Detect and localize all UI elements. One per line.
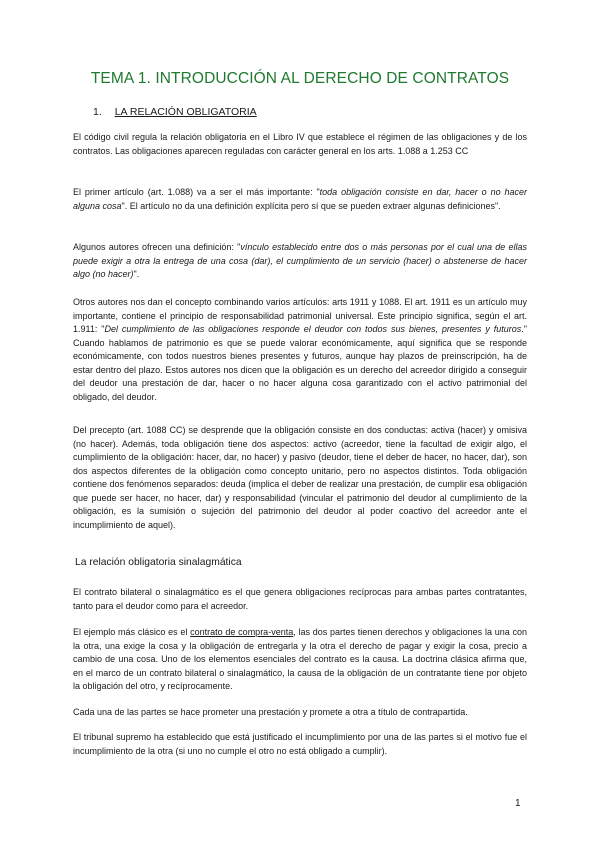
paragraph-1: El código civil regula la relación obligatoria en el Libro IV que establece el régimen de las obligaciones y de los contratos. Las obligaciones aparecen reguladas con carácter general en los arts. 1.088 a 1.253 CC [73, 132, 527, 156]
page-number: 1 [515, 798, 521, 809]
quote-text: Del cumplimiento de las obligaciones responde el deudor con todos sus bienes, presentes y futuros [104, 324, 522, 334]
quote-text: vínculo establecido entre dos o más personas por el cual una de ellas puede exigir a otra la entrega de una cosa (dar), el cumplimiento de un servicio (hacer) o abstenerse de hacer algo (no hacer) [73, 242, 527, 279]
section-heading [93, 106, 257, 118]
paragraph-9: El tribunal supremo ha establecido que está justificado el incumplimiento por una de las partes si el motivo fue el incumplimiento de la otra (si uno no cumple el otro no está obligado a cumplir). [73, 732, 527, 756]
subheading: La relación obligatoria sinalagmática [75, 557, 242, 568]
page-title: TEMA 1. INTRODUCCIÓN AL DERECHO DE CONTRATOS [90, 70, 510, 87]
paragraph-2: El primer artículo (art. 1.088) va a ser el más importante: "toda obligación consiste en dar, hacer o no hacer alguna cosa". El artículo no da una definición explícita pero sí que se pueden extraer algunas definiciones". [73, 187, 527, 211]
paragraph-3: Algunos autores ofrecen una definición: "vínculo establecido entre dos o más personas por el cual una de ellas puede exigir a otra la entrega de una cosa (dar), el cumplimiento de un servicio (hacer) o abstenerse de hacer algo (no hacer)". [73, 242, 527, 279]
paragraph-4: Otros autores nos dan el concepto combinando varios artículos: arts 1911 y 1088. El art. 1911 es un artículo muy importante, contiene el principio de responsabilidad patrimonial universal. Este principio significa, según el art. 1.911: "Del cumplimiento de las obligaciones responde el deudor con todos sus bienes, presentes y futuros." Cuando hablamos de patrimonio es que se puede valorar económicamente, aquí significa que se responde económicamente, con todos nuestros bienes presentes y futuros, aunque hay plazos de preinscripción, ha de estar dentro del plazo. Estos autores nos dicen que la obligación es un derecho del acreedor dirigido a conseguir del deudor una prestación de dar, hacer o no hacer alguna cosa garantizado con el activo patrimonial del obligado, del deudor. [73, 297, 527, 402]
contract-link: contrato de compra-venta [190, 627, 294, 637]
section-number: 1. [93, 106, 102, 118]
paragraph-6: El contrato bilateral o sinalagmático es el que genera obligaciones recíprocas para ambas partes contratantes, tanto para el deudor como para el acreedor. [73, 587, 527, 611]
quote-text: toda obligación consiste en dar, hacer o no hacer alguna cosa [73, 187, 527, 211]
paragraph-7: El ejemplo más clásico es el contrato de compra-venta, las dos partes tienen derechos y obligaciones la una con la otra, una exige la cosa y la obligación de entregarla y la otra el derecho de pagar y exigir la cosa, precio a cambio de una cosa. Uno de los elementos esenciales del contrato es la causa. La doctrina clásica afirma que, en el marco de un contrato bilateral o sinalagmático, la causa de la obligación de un contratante tiene por objeto la obligación del otro, y recíprocamente. [73, 627, 527, 691]
paragraph-8: Cada una de las partes se hace prometer una prestación y promete a otra a título de contrapartida. [73, 707, 468, 717]
section-label: LA RELACIÓN OBLIGATORIA [114, 106, 257, 118]
paragraph-5: Del precepto (art. 1088 CC) se desprende que la obligación consiste en dos conductas: activa (hacer) y omisiva (no hacer). Además, toda obligación tiene dos aspectos: activo (acreedor, tiene la facultad de exigir algo, el cumplimiento de la obligación: hacer, dar, no hacer) y pasivo (deudor, tiene el deber de hacer, no hacer, dar), son dos aspectos diferentes de la obligación como concepto unitario, pero no aspectos distintos. Toda obligación contiene dos fenómenos separados: deuda (implica el deber de realizar una prestación, de cumplir esa obligación que puede ser hacer, no hacer, dar) y responsabilidad (vincular el patrimonio del deudor al cumplimiento de la obligación, es la sumisión o sujeción del patrimonio del deudor al poder coactivo del acreedor ante el incumplimiento de aquel). [73, 425, 527, 530]
